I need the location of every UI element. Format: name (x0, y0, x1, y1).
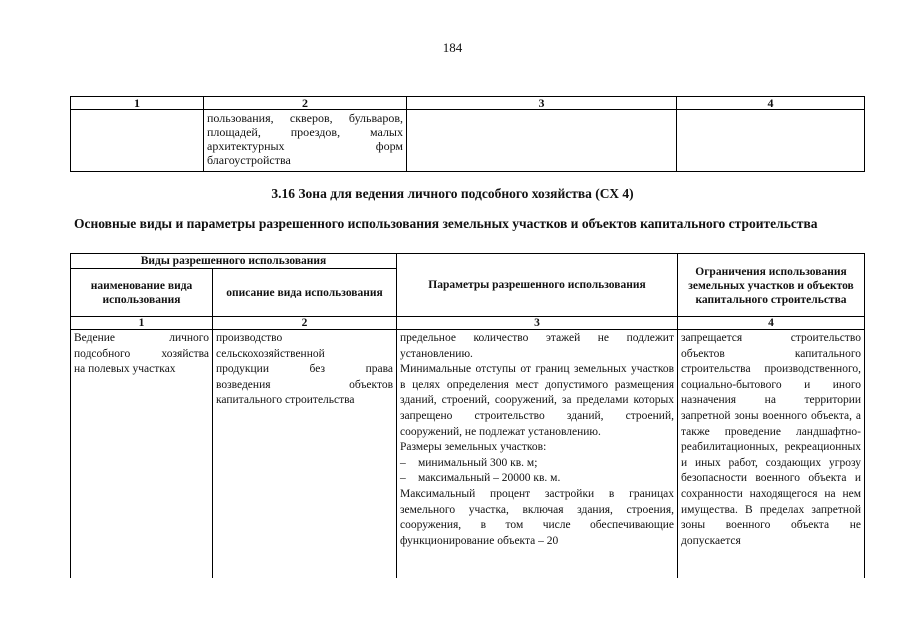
cell-line: возведения объектов (216, 378, 393, 391)
cell-line: благоустройства (207, 153, 291, 167)
column-header-parameters: Параметры разрешенного использования (397, 254, 678, 317)
section-subtitle: Основные виды и параметры разрешенного использования земельных участков и объектов капитального строительства (74, 216, 818, 231)
cell-line: площадей, проездов, малых (207, 125, 403, 139)
column-header-description: описание вида использования (213, 269, 397, 317)
cell-line: капитального строительства (216, 394, 355, 407)
column-number: 4 (677, 97, 865, 110)
table-cell-description (204, 110, 407, 172)
continuation-table (70, 96, 865, 172)
column-number: 4 (678, 317, 865, 330)
table-cell-use-name (71, 330, 213, 578)
parameter-paragraph: предельное количество этажей не подлежит установлению. (400, 332, 674, 360)
table-row (71, 110, 865, 172)
cell-line: подсобного хозяйства (74, 347, 209, 360)
column-number: 2 (213, 317, 397, 330)
column-header-restrictions: Ограничения использования земельных участков и объектов капитального строительства (678, 254, 865, 317)
table-number-row (71, 317, 865, 330)
section-title: 3.16 Зона для ведения личного подсобного хозяйства (СХ 4) (271, 186, 634, 201)
cell-line: на полевых участках (74, 363, 176, 376)
group-header: Виды разрешенного использования (71, 254, 397, 269)
main-table (70, 253, 865, 578)
parameter-paragraph: Размеры земельных участков: (400, 441, 547, 454)
dash-marker: – (400, 456, 406, 469)
parameter-paragraph: Максимальный процент застройки в границах земельного участка, включая здания, строения, сооружения, в том числе обеспечивающие функционирование объекта – 20 (400, 487, 674, 547)
cell-line: продукции без права (216, 363, 393, 376)
dash-marker: – (400, 472, 406, 485)
table-cell (71, 110, 204, 172)
dash-list-item (400, 456, 674, 472)
table-cell-parameters (397, 330, 678, 578)
cell-line: пользования, скверов, бульваров, (207, 111, 403, 125)
table-cell-use-description (213, 330, 397, 578)
table-cell (677, 110, 865, 172)
column-number: 3 (397, 317, 678, 330)
column-number: 1 (71, 97, 204, 110)
column-number: 3 (407, 97, 677, 110)
dash-item-text: минимальный 300 кв. м; (418, 456, 538, 469)
table-row (71, 330, 865, 578)
cell-line: сельскохозяйственной (216, 347, 325, 360)
page-number: 184 (442, 40, 463, 55)
dash-list-item (400, 471, 674, 487)
table-header-row (71, 97, 865, 110)
cell-line: архитектурных форм (207, 139, 403, 153)
column-header-name: наименование вида использования (71, 269, 213, 317)
table-header-row (71, 254, 865, 269)
parameter-paragraph: Минимальные отступы от границ земельных участков в целях определения мест допустимого размещения зданий, строений, сооружений, за пределами которых запрещено строительство зданий, строений, сооружений, не подлежат установлению. (400, 363, 674, 438)
column-number: 1 (71, 317, 213, 330)
cell-line: производство (216, 332, 283, 344)
column-number: 2 (204, 97, 407, 110)
dash-item-text: максимальный – 20000 кв. м. (418, 472, 561, 485)
cell-line: Ведение личного (74, 332, 209, 344)
table-cell-restrictions: запрещается строительство объектов капитального строительства производственного, социально-бытового и иного назначения на территории запретной зоны военного объекта, а также проведение ландшафтно-реабилитационных, рекреационных и иных работ, создающих угрозу безопасности военного объекта и сохранности находящегося на нем имущества. В пределах запретной зоны военного объекта не допускается (678, 330, 865, 578)
table-cell (407, 110, 677, 172)
